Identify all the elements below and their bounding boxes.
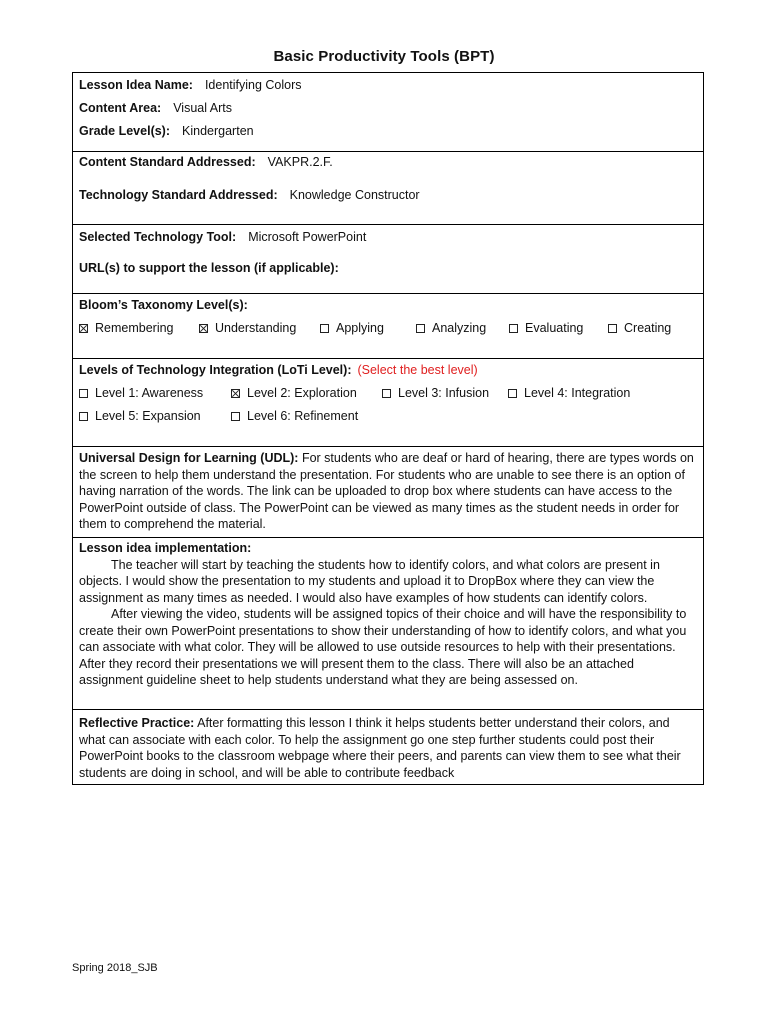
loti-option-level-1[interactable] xyxy=(79,386,231,400)
content-standard-value: VAKPR.2.F. xyxy=(267,155,333,169)
option-label: Applying xyxy=(336,321,384,335)
option-label: Level 5: Expansion xyxy=(95,409,201,423)
content-area-value: Visual Arts xyxy=(173,101,233,115)
url-row xyxy=(79,261,697,275)
udl-text: For students who are deaf or hard of hearing, there are types words on the screen to help them understand the presentation. For students who are unable to see there is an option of having narration of the words. The link can be uploaded to drop box where students can have access to the PowerPoint outside of class. The PowerPoint can be viewed as many times as the student needs in order for them to comprehend the material. xyxy=(79,451,694,531)
unchecked-box-icon xyxy=(416,324,425,333)
loti-option-level-6[interactable] xyxy=(231,409,358,423)
content-standard-row xyxy=(79,155,697,169)
content-area-row xyxy=(79,101,697,115)
tech-tool-label: Selected Technology Tool: xyxy=(79,230,237,244)
reflective-paragraph xyxy=(79,715,697,781)
blooms-option-remembering[interactable] xyxy=(79,321,199,335)
option-label: Level 1: Awareness xyxy=(95,386,204,400)
option-label: Level 4: Integration xyxy=(524,386,631,400)
loti-hint: (Select the best level) xyxy=(357,363,478,377)
loti-label: Levels of Technology Integration (LoTi Level): xyxy=(79,363,352,377)
unchecked-box-icon xyxy=(320,324,329,333)
footer-text: Spring 2018_SJB xyxy=(72,962,158,974)
reflective-section xyxy=(72,710,704,785)
implementation-label: Lesson idea implementation: xyxy=(79,541,252,555)
loti-header xyxy=(79,363,697,377)
unchecked-box-icon xyxy=(509,324,518,333)
grade-level-value: Kindergarten xyxy=(182,124,254,138)
content-standard-label: Content Standard Addressed: xyxy=(79,155,256,169)
unchecked-box-icon xyxy=(79,389,88,398)
implementation-paragraph-2: After viewing the video, students will be assigned topics of their choice and will have the responsibility to create their own PowerPoint presentations to show their understanding of how to identify colors, and what you can associate with what color. They will be allowed to use outside resources to help with their presentations. After they record their presentations we will present them to the class. There will also be an attached assignment guideline sheet to help students understand what they are being assessed on. xyxy=(79,607,687,687)
grade-level-row xyxy=(79,124,697,138)
checked-box-icon xyxy=(231,389,240,398)
lesson-info-section xyxy=(72,73,704,152)
lesson-name-value: Identifying Colors xyxy=(204,78,302,92)
loti-option-level-5[interactable] xyxy=(79,409,231,423)
blooms-option-understanding[interactable] xyxy=(199,321,320,335)
standards-section xyxy=(72,152,704,225)
blooms-section xyxy=(72,294,704,359)
blooms-option-evaluating[interactable] xyxy=(509,321,608,335)
unchecked-box-icon xyxy=(608,324,617,333)
technology-tool-section xyxy=(72,225,704,294)
checked-box-icon xyxy=(79,324,88,333)
option-label: Level 6: Refinement xyxy=(247,409,359,423)
blooms-label: Bloom’s Taxonomy Level(s): xyxy=(79,298,248,312)
blooms-option-analyzing[interactable] xyxy=(416,321,509,335)
unchecked-box-icon xyxy=(231,412,240,421)
blooms-options xyxy=(79,321,697,335)
lesson-name-row xyxy=(79,78,697,92)
tech-standard-value: Knowledge Constructor xyxy=(289,188,420,202)
tech-standard-row xyxy=(79,188,697,202)
tech-tool-row xyxy=(79,230,697,244)
reflective-label: Reflective Practice: xyxy=(79,716,195,730)
option-label: Analyzing xyxy=(432,321,487,335)
loti-options-row-1 xyxy=(79,386,697,400)
implementation-section xyxy=(72,538,704,710)
reflective-text: After formatting this lesson I think it helps students better understand their colors, and what can associate with each color. To help the assignment go one step further students could post their PowerPoint books to the classroom webpage where their peers, and parents can view them to see what their students are doing in school, and will be able to contribute feedback xyxy=(79,716,681,780)
udl-paragraph xyxy=(79,450,697,533)
implementation-paragraph-1: The teacher will start by teaching the students how to identify colors, and what colors are present in objects. I would show the presentation to my students and upload it to DropBox where they can view the assignment as many times as needed. I would also have examples of how students can identify colors. xyxy=(79,557,660,605)
page-title: Basic Productivity Tools (BPT) xyxy=(273,48,495,65)
option-label: Evaluating xyxy=(525,321,584,335)
udl-label: Universal Design for Learning (UDL): xyxy=(79,451,299,465)
blooms-option-creating[interactable] xyxy=(608,321,671,335)
udl-section xyxy=(72,447,704,538)
option-label: Level 3: Infusion xyxy=(398,386,490,400)
bpt-form xyxy=(72,72,704,785)
loti-option-level-2[interactable] xyxy=(231,386,382,400)
option-label: Level 2: Exploration xyxy=(247,386,357,400)
option-label: Understanding xyxy=(215,321,297,335)
unchecked-box-icon xyxy=(79,412,88,421)
content-area-label: Content Area: xyxy=(79,101,162,115)
grade-level-label: Grade Level(s): xyxy=(79,124,171,138)
url-label: URL(s) to support the lesson (if applicable): xyxy=(79,261,339,275)
loti-option-level-3[interactable] xyxy=(382,386,508,400)
loti-options-row-2 xyxy=(79,409,697,423)
tech-tool-value: Microsoft PowerPoint xyxy=(248,230,367,244)
blooms-option-applying[interactable] xyxy=(320,321,416,335)
checked-box-icon xyxy=(199,324,208,333)
tech-standard-label: Technology Standard Addressed: xyxy=(79,188,278,202)
unchecked-box-icon xyxy=(382,389,391,398)
lesson-name-label: Lesson Idea Name: xyxy=(79,78,193,92)
loti-option-level-4[interactable] xyxy=(508,386,630,400)
option-label: Creating xyxy=(624,321,672,335)
option-label: Remembering xyxy=(95,321,174,335)
loti-section xyxy=(72,359,704,447)
unchecked-box-icon xyxy=(508,389,517,398)
